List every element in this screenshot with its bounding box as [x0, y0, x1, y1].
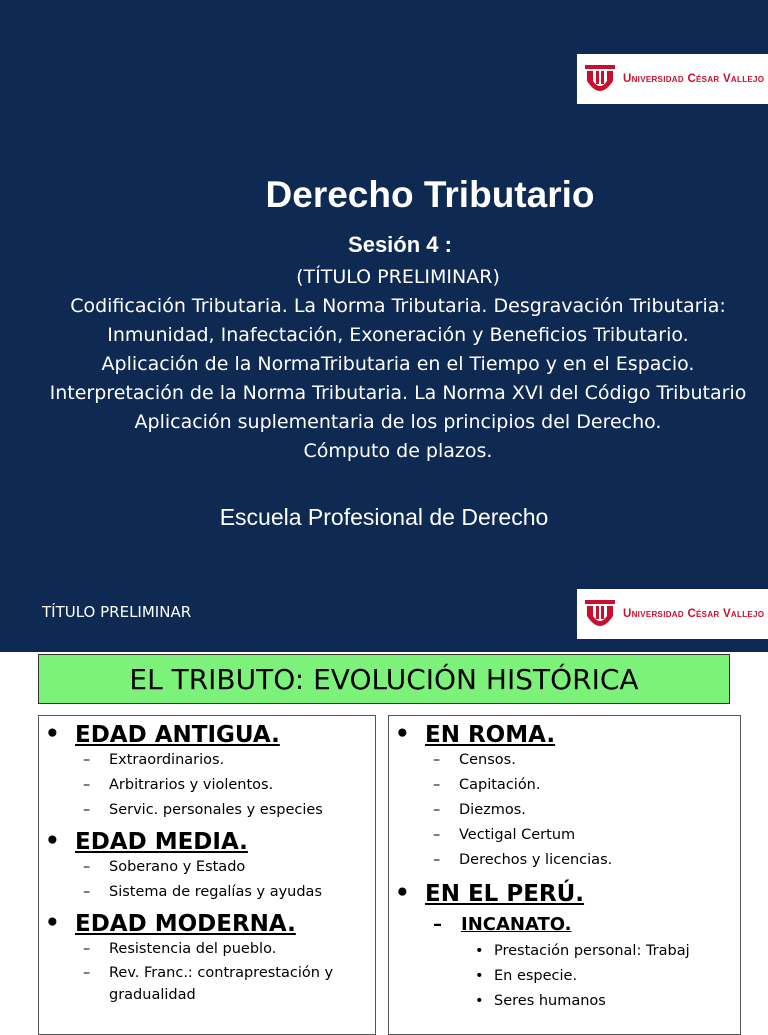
slide-footer: TÍTULO PRELIMINAR [42, 603, 192, 621]
school-name: Escuela Profesional de Derecho [219, 504, 549, 530]
list-item: – Arbitrarios y violentos. [39, 773, 375, 798]
university-name: Universidad César Vallejo [623, 73, 765, 85]
section-heading: • EN EL PERÚ. [389, 881, 740, 907]
list-item: – Diezmos. [389, 798, 740, 823]
topic-line: Aplicación de la NormaTributaria en el Tiempo y en el Espacio. [101, 353, 695, 375]
topic-line: Interpretación de la Norma Tributaria. La Norma XVI del Código Tributario [49, 382, 747, 404]
session-topics [0, 263, 768, 466]
university-name: Universidad César Vallejo [623, 608, 765, 620]
university-crest-icon [583, 596, 617, 632]
university-logo [577, 54, 768, 104]
topic-line: Aplicación suplementaria de los principios del Derecho. [134, 411, 662, 433]
sub-list-item: • En especie. [389, 964, 740, 989]
list-item: – Rev. Franc.: contraprestación y gradualidad [39, 962, 375, 1006]
list-item: – Resistencia del pueblo. [39, 937, 375, 962]
topic-line: Inmunidad, Inafectación, Exoneración y Beneficios Tributario. [107, 324, 689, 346]
topic-line: (TÍTULO PRELIMINAR) [296, 266, 500, 288]
list-item: – Servic. personales y especies [39, 798, 375, 823]
left-column-box [38, 715, 376, 1035]
list-item: – Soberano y Estado [39, 855, 375, 880]
university-logo-footer [577, 589, 768, 639]
topic-line: Cómputo de plazos. [303, 440, 493, 462]
slide-banner-title: EL TRIBUTO: EVOLUCIÓN HISTÓRICA [38, 654, 730, 704]
list-item: – Censos. [389, 748, 740, 773]
section-heading: • EDAD ANTIGUA. [39, 722, 375, 748]
list-item: – Extraordinarios. [39, 748, 375, 773]
section-heading: • EDAD MODERNA. [39, 911, 375, 937]
section-heading: • EN ROMA. [389, 722, 740, 748]
list-item: – Vectigal Certum [389, 823, 740, 848]
sub-list-item: • Prestación personal: Trabaj [389, 939, 740, 964]
university-crest-icon [583, 61, 617, 97]
session-label: Sesión 4 : [348, 232, 452, 257]
history-slide [0, 652, 768, 1024]
right-column-box [388, 715, 741, 1035]
sub-list-item: • Seres humanos [389, 989, 740, 1014]
list-item: – Sistema de regalías y ayudas [39, 880, 375, 905]
list-item: – Derechos y licencias. [389, 848, 740, 873]
list-item: – Capitación. [389, 773, 740, 798]
subsection-heading: – INCANATO. [389, 911, 740, 939]
course-title: Derecho Tributario [265, 174, 595, 215]
topic-line: Codificación Tributaria. La Norma Tributaria. Desgravación Tributaria: [70, 295, 726, 317]
section-heading: • EDAD MEDIA. [39, 829, 375, 855]
